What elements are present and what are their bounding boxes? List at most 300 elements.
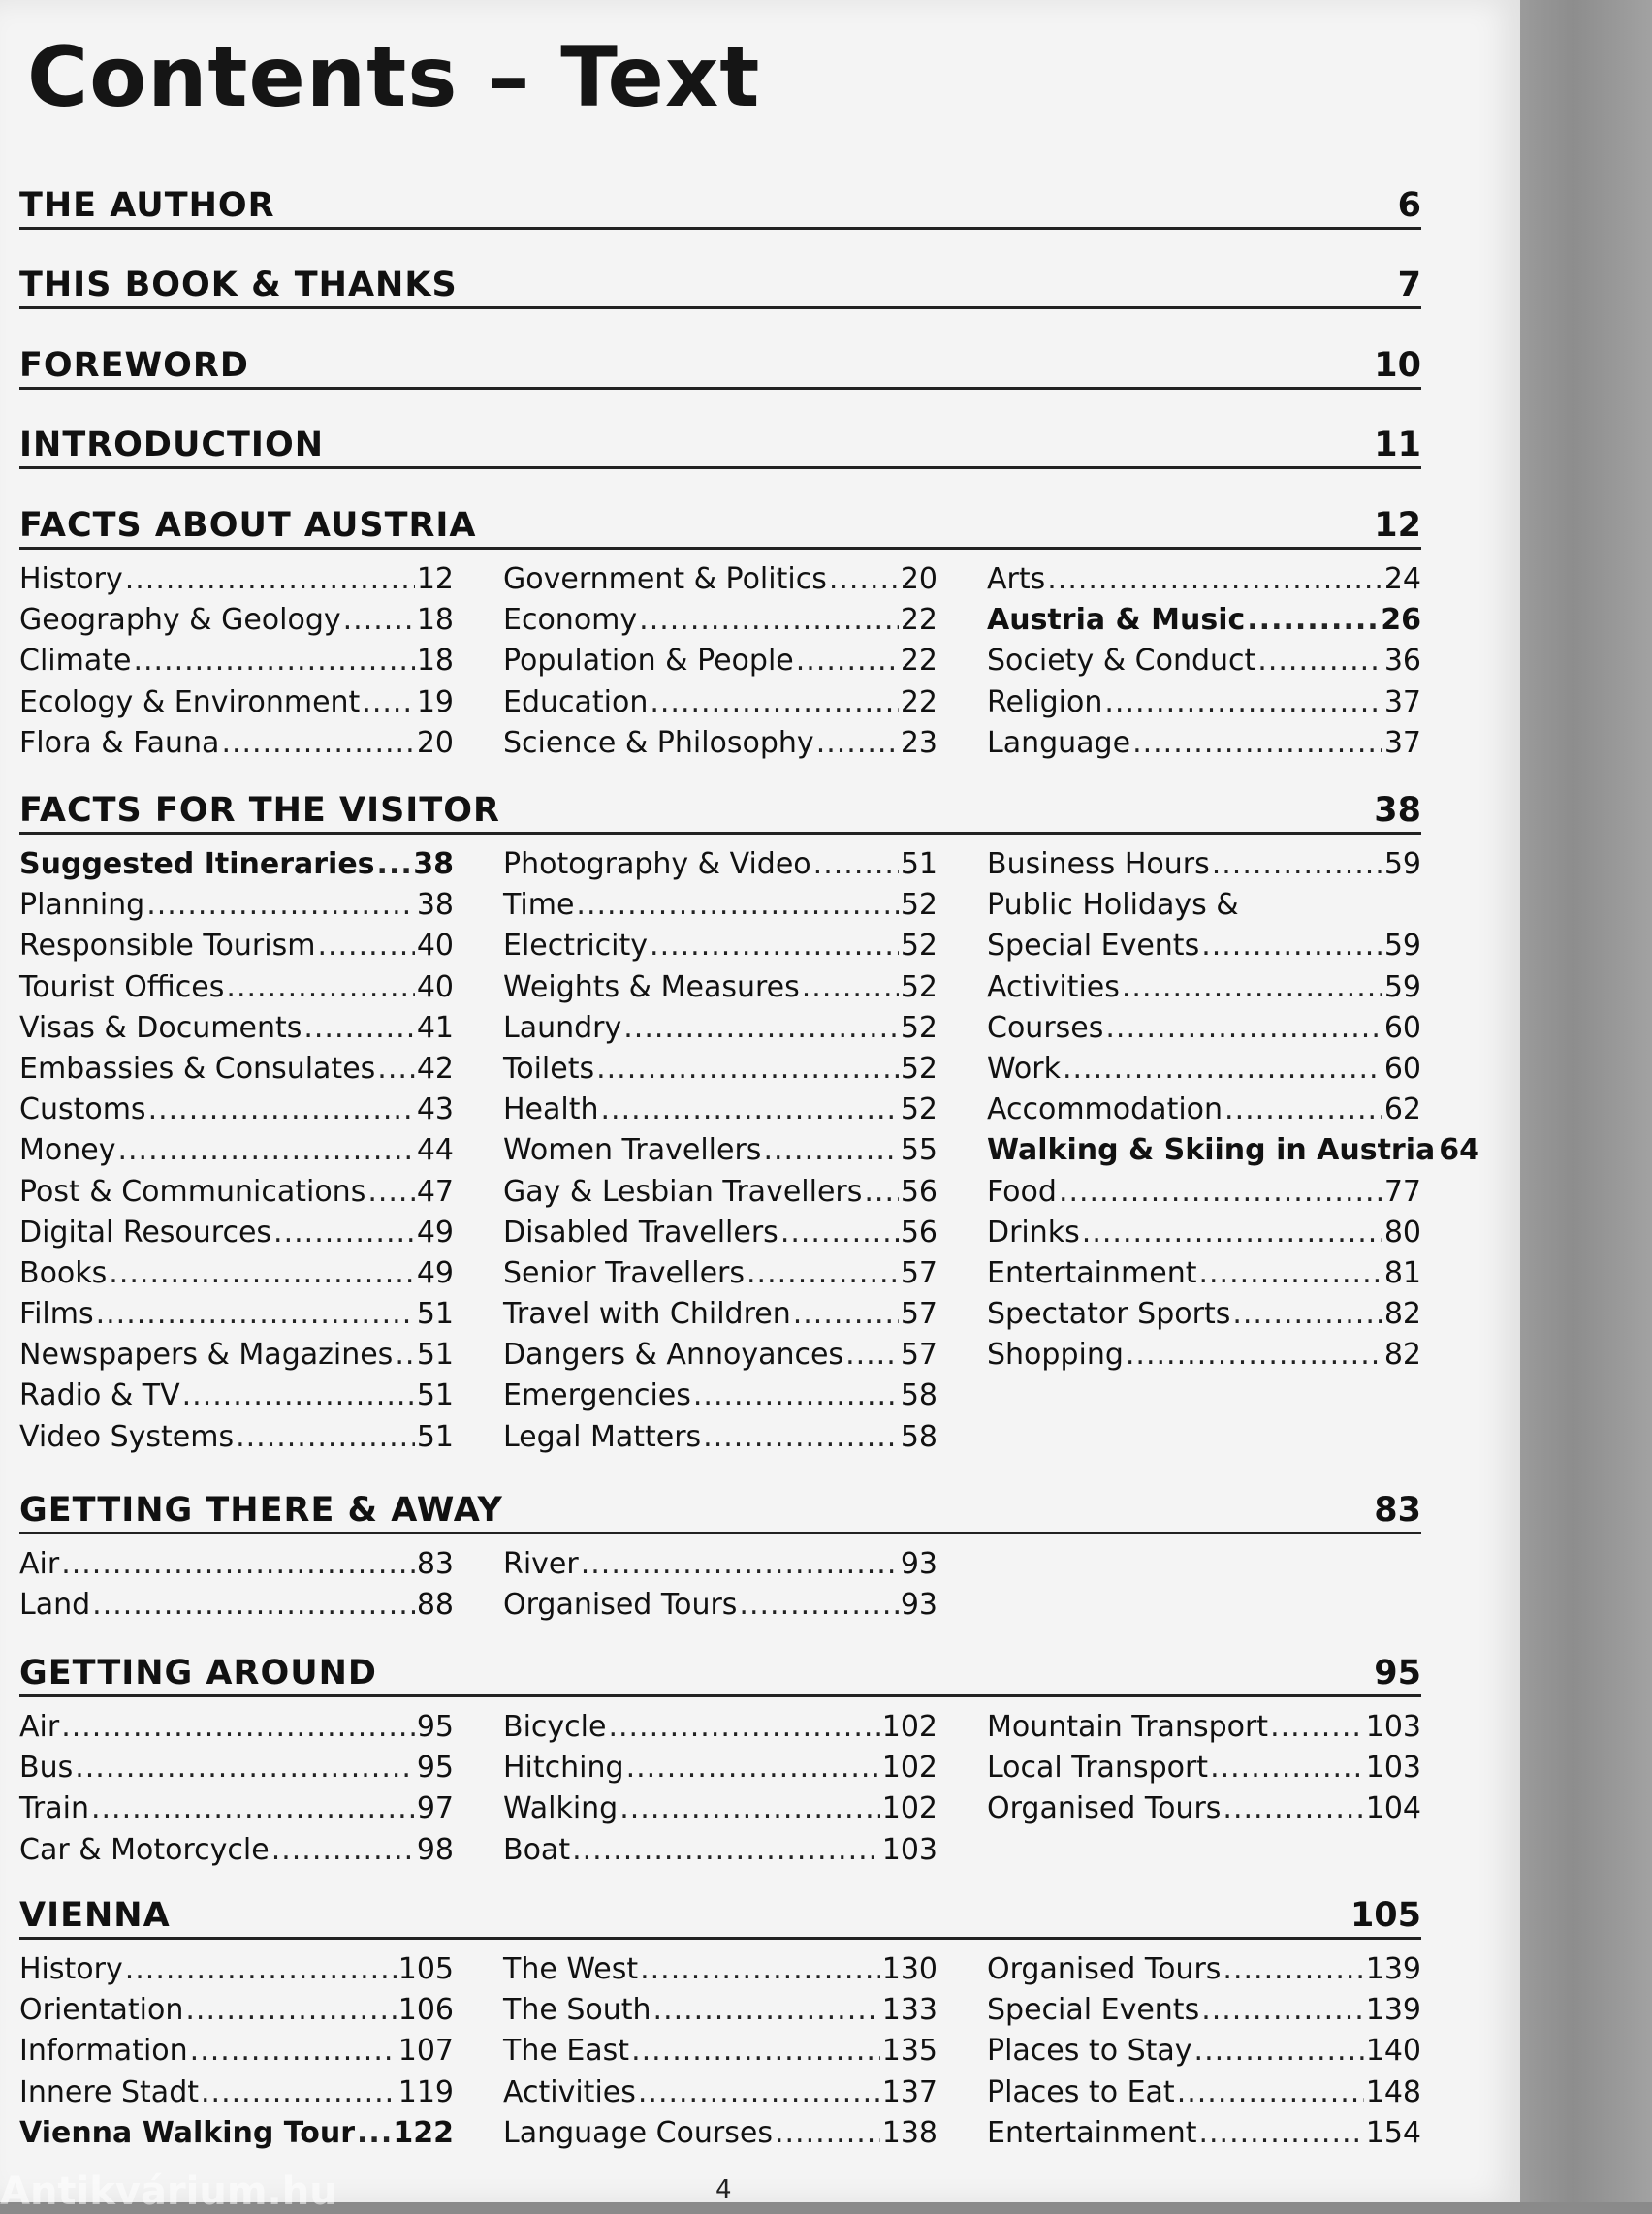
toc-entry[interactable] bbox=[503, 1585, 937, 1626]
toc-entry[interactable] bbox=[987, 641, 1421, 681]
toc-entry[interactable] bbox=[987, 559, 1421, 600]
toc-entry[interactable] bbox=[987, 1090, 1421, 1130]
dot-leader bbox=[125, 559, 415, 600]
toc-entry[interactable] bbox=[19, 1417, 454, 1458]
entry-label: Business Hours bbox=[987, 847, 1210, 881]
dot-leader bbox=[650, 682, 898, 723]
dot-leader bbox=[1082, 1213, 1382, 1253]
entry-label: Geography & Geology bbox=[19, 603, 341, 638]
dot-leader bbox=[739, 1585, 898, 1626]
entry-label: Language Courses bbox=[503, 2115, 773, 2150]
entry-label: Video Systems bbox=[19, 1419, 235, 1454]
toc-entry[interactable] bbox=[503, 1990, 937, 2031]
dot-leader bbox=[357, 2113, 391, 2154]
entry-label: Walking bbox=[503, 1791, 619, 1826]
toc-entry[interactable] bbox=[19, 1090, 454, 1130]
toc-entry[interactable] bbox=[19, 1376, 454, 1416]
dot-leader bbox=[185, 1990, 396, 2031]
toc-entry[interactable] bbox=[987, 1172, 1421, 1213]
section-heading[interactable] bbox=[19, 1485, 1421, 1534]
toc-entry[interactable] bbox=[19, 1748, 454, 1788]
entry-page-number: 51 bbox=[416, 1338, 454, 1373]
entry-label: Money bbox=[19, 1133, 116, 1168]
section-getting-there-away bbox=[19, 1485, 1421, 1626]
entry-page-number: 42 bbox=[416, 1051, 454, 1086]
entry-label: Innere Stadt bbox=[19, 2074, 199, 2109]
toc-entry[interactable] bbox=[19, 559, 454, 600]
dot-leader bbox=[1198, 2113, 1363, 2154]
toc-entry[interactable] bbox=[503, 723, 937, 764]
entry-page-number: 38 bbox=[416, 888, 454, 923]
dot-leader bbox=[816, 723, 899, 764]
toc-entry[interactable] bbox=[503, 1417, 937, 1458]
section-heading[interactable] bbox=[19, 260, 1421, 309]
toc-entry[interactable] bbox=[19, 723, 454, 764]
entry-label: Vienna Walking Tour bbox=[19, 2115, 356, 2150]
toc-entry[interactable] bbox=[987, 1990, 1421, 2031]
dot-leader bbox=[775, 2113, 880, 2154]
dot-leader bbox=[829, 559, 899, 600]
section-heading[interactable] bbox=[19, 420, 1421, 469]
entry-label: Toilets bbox=[503, 1051, 595, 1086]
dot-leader bbox=[182, 1376, 415, 1416]
section-heading[interactable] bbox=[19, 1890, 1421, 1940]
section-title: GETTING AROUND bbox=[19, 1654, 377, 1692]
entry-page-number: 18 bbox=[416, 644, 454, 679]
section-getting-around bbox=[19, 1648, 1421, 1871]
entry-page-number: 64 bbox=[1439, 1133, 1479, 1168]
entry-page-number: 88 bbox=[416, 1588, 454, 1623]
dot-leader bbox=[640, 1949, 880, 1990]
toc-entry[interactable] bbox=[987, 2031, 1421, 2072]
toc-entry[interactable] bbox=[503, 885, 937, 926]
dot-leader bbox=[1212, 844, 1382, 885]
toc-entry[interactable] bbox=[503, 844, 937, 885]
toc-entry[interactable] bbox=[19, 641, 454, 681]
dot-leader bbox=[703, 1417, 899, 1458]
toc-entry[interactable] bbox=[503, 2113, 937, 2154]
toc-entry[interactable] bbox=[503, 1090, 937, 1130]
toc-entry[interactable] bbox=[503, 1049, 937, 1090]
entry-column bbox=[503, 1707, 937, 1871]
section-title: FOREWORD bbox=[19, 346, 249, 385]
dot-leader bbox=[1105, 1008, 1382, 1049]
entry-label: Newspapers & Magazines bbox=[19, 1338, 394, 1373]
entry-label: Ecology & Environment bbox=[19, 684, 361, 719]
toc-entry[interactable] bbox=[19, 1585, 454, 1626]
toc-entry[interactable] bbox=[503, 1830, 937, 1871]
toc-entry[interactable] bbox=[19, 1130, 454, 1171]
toc-entry[interactable] bbox=[987, 926, 1421, 966]
dot-leader bbox=[201, 2072, 397, 2113]
dot-leader bbox=[125, 1949, 397, 1990]
section-heading[interactable] bbox=[19, 340, 1421, 390]
toc-entry[interactable] bbox=[503, 682, 937, 723]
entry-label: Places to Stay bbox=[987, 2034, 1192, 2069]
toc-entry[interactable] bbox=[503, 1294, 937, 1335]
entry-page-number: 18 bbox=[416, 603, 454, 638]
entry-page-number: 77 bbox=[1383, 1174, 1421, 1209]
entry-page-number: 58 bbox=[900, 1419, 937, 1454]
entry-label: Films bbox=[19, 1297, 94, 1332]
section-page-number: 38 bbox=[1374, 791, 1421, 830]
entry-label: Gay & Lesbian Travellers bbox=[503, 1174, 863, 1209]
entry-page-number: 103 bbox=[1365, 1710, 1421, 1744]
entry-page-number: 52 bbox=[900, 929, 937, 964]
toc-entry[interactable] bbox=[987, 2072, 1421, 2113]
section-introduction bbox=[19, 420, 1421, 469]
entry-page-number: 20 bbox=[416, 725, 454, 760]
entry-label: Air bbox=[19, 1710, 60, 1744]
dot-leader bbox=[226, 967, 414, 1008]
dot-leader bbox=[1201, 926, 1382, 966]
entry-label: Tourist Offices bbox=[19, 969, 225, 1004]
toc-entry[interactable] bbox=[987, 1788, 1421, 1829]
toc-entry[interactable] bbox=[19, 1294, 454, 1335]
entry-page-number: 49 bbox=[416, 1215, 454, 1249]
dot-leader bbox=[1104, 682, 1382, 723]
section-heading[interactable] bbox=[19, 785, 1421, 835]
entry-label: Boat bbox=[503, 1832, 571, 1867]
toc-entry[interactable] bbox=[503, 2072, 937, 2113]
dot-leader bbox=[343, 600, 415, 641]
entry-label: Air bbox=[19, 1547, 60, 1581]
toc-entry[interactable] bbox=[503, 1788, 937, 1829]
entry-label: Language bbox=[987, 725, 1131, 760]
section-heading[interactable] bbox=[19, 1648, 1421, 1697]
entry-label: Special Events bbox=[987, 929, 1200, 964]
entry-page-number: 44 bbox=[416, 1133, 454, 1168]
entry-page-number: 59 bbox=[1383, 969, 1421, 1004]
entry-page-number: 119 bbox=[397, 2074, 454, 2109]
entry-label: Mountain Transport bbox=[987, 1710, 1269, 1744]
dot-leader bbox=[1270, 1707, 1364, 1748]
dot-leader bbox=[572, 1830, 880, 1871]
entry-label: Land bbox=[19, 1588, 91, 1623]
entry-label: History bbox=[19, 1952, 123, 1986]
entry-label: Entertainment bbox=[987, 2115, 1197, 2150]
entry-label: Climate bbox=[19, 644, 132, 679]
entry-label: The West bbox=[503, 1952, 639, 1986]
toc-entry[interactable] bbox=[19, 1049, 454, 1090]
entry-page-number: 52 bbox=[900, 1092, 937, 1127]
entry-label: Travel with Children bbox=[503, 1297, 791, 1332]
entry-page-number: 51 bbox=[416, 1419, 454, 1454]
toc-entry[interactable] bbox=[503, 1949, 937, 1990]
entry-page-number: 139 bbox=[1365, 1993, 1421, 2028]
section-page-number: 83 bbox=[1374, 1491, 1421, 1530]
page-number: 4 bbox=[715, 2175, 732, 2204]
entry-page-number: 49 bbox=[416, 1255, 454, 1290]
section-heading[interactable] bbox=[19, 180, 1421, 230]
toc-entry[interactable] bbox=[503, 2031, 937, 2072]
entry-label: Religion bbox=[987, 684, 1103, 719]
entry-label: Health bbox=[503, 1092, 599, 1127]
toc-entry[interactable] bbox=[987, 600, 1421, 641]
dot-leader bbox=[1223, 1949, 1363, 1990]
toc-entry[interactable] bbox=[19, 600, 454, 641]
toc-entry[interactable] bbox=[987, 1008, 1421, 1049]
toc-entry[interactable] bbox=[19, 2072, 454, 2113]
entry-page-number: 81 bbox=[1383, 1255, 1421, 1290]
entry-page-number: 37 bbox=[1383, 684, 1421, 719]
entry-label: Train bbox=[19, 1791, 89, 1826]
toc-entry[interactable] bbox=[19, 1253, 454, 1294]
entry-page-number: 57 bbox=[900, 1338, 937, 1373]
facing-page-edge bbox=[1520, 0, 1652, 2202]
toc-entry[interactable] bbox=[19, 1335, 454, 1376]
entry-page-number: 103 bbox=[1365, 1751, 1421, 1786]
entry-label: Emergencies bbox=[503, 1378, 691, 1413]
toc-entry[interactable] bbox=[503, 1253, 937, 1294]
toc-entry[interactable] bbox=[503, 1335, 937, 1376]
entry-label: Digital Resources bbox=[19, 1215, 272, 1249]
dot-leader bbox=[109, 1253, 415, 1294]
entry-label: Flora & Fauna bbox=[19, 725, 220, 760]
entry-label: Bicycle bbox=[503, 1710, 607, 1744]
toc-entry[interactable] bbox=[987, 2113, 1421, 2154]
dot-leader bbox=[1223, 1788, 1363, 1829]
section-page-number: 11 bbox=[1374, 426, 1421, 464]
dot-leader bbox=[793, 1294, 899, 1335]
dot-leader bbox=[639, 600, 899, 641]
dot-leader bbox=[377, 1049, 415, 1090]
section-facts-about-austria bbox=[19, 500, 1421, 764]
section-title: INTRODUCTION bbox=[19, 426, 324, 464]
toc-entry[interactable] bbox=[987, 1049, 1421, 1090]
toc-entry[interactable] bbox=[19, 967, 454, 1008]
toc-entry[interactable] bbox=[987, 1707, 1421, 1748]
page-title: Contents – Text bbox=[27, 29, 761, 126]
entry-column bbox=[19, 844, 454, 1458]
entry-label: River bbox=[503, 1547, 579, 1581]
entry-label: Entertainment bbox=[987, 1255, 1197, 1290]
section-the-author bbox=[19, 180, 1421, 230]
toc-entry[interactable] bbox=[987, 885, 1421, 926]
dot-leader bbox=[653, 1990, 880, 2031]
entry-page-number: 140 bbox=[1365, 2034, 1421, 2069]
entry-page-number: 56 bbox=[900, 1215, 937, 1249]
entry-label: Shopping bbox=[987, 1338, 1124, 1373]
entry-label: Women Travellers bbox=[503, 1133, 762, 1168]
section-page-number: 10 bbox=[1374, 346, 1421, 385]
toc-entry[interactable] bbox=[19, 1990, 454, 2031]
entry-label: The South bbox=[503, 1993, 651, 2028]
entry-page-number: 82 bbox=[1383, 1338, 1421, 1373]
dot-leader bbox=[650, 926, 899, 966]
entry-page-number: 51 bbox=[416, 1297, 454, 1332]
toc-entry[interactable] bbox=[503, 926, 937, 966]
toc-entry[interactable] bbox=[987, 1748, 1421, 1788]
toc-entry[interactable] bbox=[987, 1949, 1421, 1990]
dot-leader bbox=[1232, 1294, 1382, 1335]
dot-leader bbox=[1063, 1049, 1382, 1090]
dot-leader bbox=[1126, 1335, 1382, 1376]
toc-entry[interactable] bbox=[19, 1544, 454, 1585]
toc-entry[interactable] bbox=[19, 1788, 454, 1829]
section-page-number: 105 bbox=[1350, 1896, 1421, 1935]
dot-leader bbox=[133, 641, 414, 681]
dot-leader bbox=[236, 1417, 415, 1458]
dot-leader bbox=[864, 1172, 898, 1213]
entry-label: Arts bbox=[987, 562, 1046, 596]
entry-column bbox=[19, 1707, 454, 1871]
entry-label: Laundry bbox=[503, 1010, 622, 1045]
toc-entry[interactable] bbox=[503, 967, 937, 1008]
toc-entry[interactable] bbox=[19, 1008, 454, 1049]
entry-page-number: 95 bbox=[416, 1710, 454, 1744]
toc-entry[interactable] bbox=[503, 1707, 937, 1748]
entry-label: Books bbox=[19, 1255, 108, 1290]
entry-page-number: 38 bbox=[413, 847, 454, 881]
toc-entry[interactable] bbox=[987, 1294, 1421, 1335]
dot-leader bbox=[221, 723, 414, 764]
entry-columns bbox=[19, 844, 1479, 1458]
entry-page-number: 58 bbox=[900, 1378, 937, 1413]
entry-label: Activities bbox=[503, 2074, 636, 2109]
entry-page-number: 133 bbox=[881, 1993, 937, 2028]
watermark: Antikvárium.hu bbox=[0, 2169, 337, 2214]
toc-entry[interactable] bbox=[503, 1130, 937, 1171]
toc-entry[interactable] bbox=[987, 1213, 1421, 1253]
section-page-number: 6 bbox=[1397, 186, 1421, 225]
entry-page-number: 93 bbox=[900, 1547, 937, 1581]
entry-page-number: 105 bbox=[397, 1952, 454, 1986]
entry-label: Visas & Documents bbox=[19, 1010, 302, 1045]
toc-entry[interactable] bbox=[19, 1172, 454, 1213]
dot-leader bbox=[747, 1253, 899, 1294]
entry-label: Time bbox=[503, 888, 575, 923]
dot-leader bbox=[1194, 2031, 1364, 2072]
toc-entry[interactable] bbox=[19, 1707, 454, 1748]
toc-entry[interactable] bbox=[19, 682, 454, 723]
toc-entry[interactable] bbox=[503, 1376, 937, 1416]
entry-page-number: 51 bbox=[416, 1378, 454, 1413]
toc-entry[interactable] bbox=[19, 1949, 454, 1990]
toc-entry[interactable] bbox=[19, 844, 454, 885]
dot-leader bbox=[620, 1788, 880, 1829]
toc-entry[interactable] bbox=[987, 967, 1421, 1008]
entry-page-number: 22 bbox=[900, 603, 937, 638]
section-foreword bbox=[19, 340, 1421, 390]
toc-entry[interactable] bbox=[503, 1544, 937, 1585]
entry-page-number: 12 bbox=[416, 562, 454, 596]
entry-page-number: 52 bbox=[900, 888, 937, 923]
entry-label: Population & People bbox=[503, 644, 794, 679]
toc-entry[interactable] bbox=[503, 641, 937, 681]
toc-entry[interactable] bbox=[987, 1253, 1421, 1294]
dot-leader bbox=[1257, 641, 1382, 681]
entry-column bbox=[19, 1544, 454, 1626]
toc-entry[interactable] bbox=[503, 600, 937, 641]
toc-entry[interactable] bbox=[19, 1213, 454, 1253]
entry-page-number: 62 bbox=[1383, 1092, 1421, 1127]
toc-entry[interactable] bbox=[19, 1830, 454, 1871]
dot-leader bbox=[763, 1130, 898, 1171]
entry-page-number: 138 bbox=[881, 2115, 937, 2150]
toc-entry[interactable] bbox=[19, 926, 454, 966]
entry-page-number: 60 bbox=[1383, 1051, 1421, 1086]
entry-label: Austria & Music bbox=[987, 603, 1246, 638]
dot-leader bbox=[61, 1707, 415, 1748]
entry-label: Food bbox=[987, 1174, 1057, 1209]
dot-leader bbox=[1132, 723, 1382, 764]
dot-leader bbox=[638, 2072, 880, 2113]
dot-leader bbox=[1047, 559, 1382, 600]
entry-label: Hitching bbox=[503, 1751, 624, 1786]
toc-entry[interactable] bbox=[987, 1335, 1421, 1376]
toc-entry[interactable] bbox=[503, 1008, 937, 1049]
toc-entry[interactable] bbox=[987, 723, 1421, 764]
entry-page-number: 107 bbox=[397, 2034, 454, 2069]
section-page-number: 95 bbox=[1374, 1654, 1421, 1692]
entry-page-number: 130 bbox=[881, 1952, 937, 1986]
dot-leader bbox=[96, 1294, 415, 1335]
entry-page-number: 98 bbox=[416, 1832, 454, 1867]
entry-page-number: 97 bbox=[416, 1791, 454, 1826]
entry-label: Embassies & Consulates bbox=[19, 1051, 376, 1086]
dot-leader bbox=[623, 1008, 899, 1049]
entry-column bbox=[19, 559, 454, 764]
entry-column bbox=[987, 844, 1479, 1458]
entry-label: Planning bbox=[19, 888, 145, 923]
dot-leader bbox=[303, 1008, 414, 1049]
toc-entry[interactable] bbox=[503, 1748, 937, 1788]
entry-page-number: 80 bbox=[1383, 1215, 1421, 1249]
entry-page-number: 26 bbox=[1381, 603, 1421, 638]
dot-leader bbox=[61, 1544, 415, 1585]
dot-leader bbox=[813, 844, 899, 885]
entry-page-number: 135 bbox=[881, 2034, 937, 2069]
entry-page-number: 22 bbox=[900, 684, 937, 719]
entry-page-number: 122 bbox=[393, 2115, 454, 2150]
entry-label: Accommodation bbox=[987, 1092, 1223, 1127]
dot-leader bbox=[576, 885, 898, 926]
toc-entry[interactable] bbox=[987, 682, 1421, 723]
entry-page-number: 19 bbox=[416, 684, 454, 719]
toc-entry[interactable] bbox=[987, 1130, 1479, 1171]
entry-label: Dangers & Annoyances bbox=[503, 1338, 844, 1373]
entry-page-number: 57 bbox=[900, 1255, 937, 1290]
section-title: FACTS ABOUT AUSTRIA bbox=[19, 506, 477, 545]
entry-page-number: 37 bbox=[1383, 725, 1421, 760]
entry-page-number: 104 bbox=[1365, 1791, 1421, 1826]
section-heading[interactable] bbox=[19, 500, 1421, 550]
entry-page-number: 20 bbox=[900, 562, 937, 596]
entry-page-number: 139 bbox=[1365, 1952, 1421, 1986]
toc-entry[interactable] bbox=[503, 1213, 937, 1253]
entry-label: Photography & Video bbox=[503, 847, 811, 881]
entry-page-number: 103 bbox=[881, 1832, 937, 1867]
section-title: GETTING THERE & AWAY bbox=[19, 1491, 503, 1530]
toc-entry[interactable] bbox=[19, 2031, 454, 2072]
entry-column bbox=[503, 844, 937, 1458]
entry-page-number: 51 bbox=[900, 847, 937, 881]
dot-leader bbox=[75, 1748, 415, 1788]
toc-entry[interactable] bbox=[503, 559, 937, 600]
toc-entry[interactable] bbox=[503, 1172, 937, 1213]
entry-column bbox=[19, 1949, 454, 2154]
dot-leader bbox=[273, 1213, 415, 1253]
toc-entry[interactable] bbox=[19, 885, 454, 926]
toc-entry[interactable] bbox=[19, 2113, 454, 2154]
toc-entry[interactable] bbox=[987, 844, 1421, 885]
entry-label: Organised Tours bbox=[503, 1588, 738, 1623]
dot-leader bbox=[1059, 1172, 1382, 1213]
entry-label: Weights & Measures bbox=[503, 969, 800, 1004]
dot-leader bbox=[146, 885, 415, 926]
dot-leader bbox=[596, 1049, 899, 1090]
